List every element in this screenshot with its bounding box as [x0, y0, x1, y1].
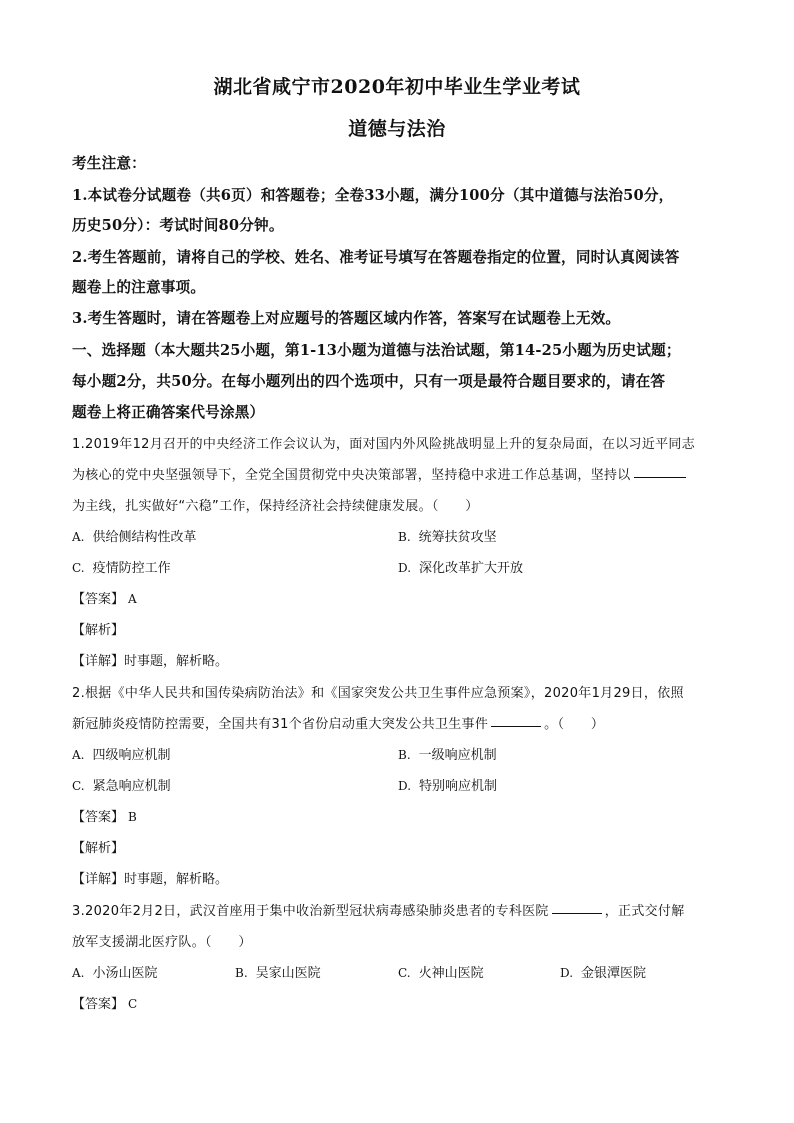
notice-item-2: 2.考生答题前，请将自己的学校、姓名、准考证号填写在答题卷指定的位置，同时认真阅读答: [72, 249, 680, 266]
answer-value: A: [128, 592, 137, 606]
question-3-text-part: 3.2020年2月2日，武汉首座用于集中收治新型冠状病毒感染肺炎患者的专科医院: [72, 904, 549, 919]
notice-item-3: 3.考生答题时，请在答题卷上对应题号的答题区域内作答，答案写在试题卷上无效。: [72, 310, 621, 327]
question-3-option-b: [235, 962, 321, 981]
question-2-text-cont: [72, 713, 604, 732]
option-text: 供给侧结构性改革: [92, 530, 197, 545]
option-letter: A.: [72, 530, 85, 544]
option-letter: C.: [72, 561, 85, 575]
answer-blank: [634, 476, 686, 478]
option-letter: B.: [235, 966, 248, 980]
notice-item-1: 1.本试卷分试题卷（共6页）和答题卷；全卷33小题，满分100分（其中道德与法治50分，: [72, 187, 674, 204]
question-2-option-c: [72, 775, 171, 794]
option-text: 小汤山医院: [92, 966, 158, 981]
question-3-option-a: [72, 962, 158, 981]
question-1-analysis: 【解析】: [72, 623, 125, 638]
question-2-text-part: 新冠肺炎疫情防控需要，全国共有31个省份启动重大突发公共卫生事件: [72, 717, 489, 732]
option-letter: C.: [72, 779, 85, 793]
question-2-option-b: [398, 744, 497, 763]
option-letter: B.: [398, 748, 411, 762]
answer-value: C: [128, 997, 138, 1011]
option-text: 紧急响应机制: [92, 779, 171, 794]
question-2-option-a: [72, 744, 171, 763]
question-2-analysis: 【解析】: [72, 841, 125, 856]
question-2-detail: 【详解】时事题，解析略。: [72, 872, 229, 887]
option-letter: D.: [398, 561, 412, 575]
answer-label: 【答案】: [72, 997, 125, 1012]
option-text: 统筹扶贫攻坚: [418, 530, 497, 545]
question-3-text-part: ，正式交付解: [604, 904, 685, 919]
question-3-option-c: [398, 962, 484, 981]
option-text: 深化改革扩大开放: [419, 561, 524, 576]
question-1-text-cont: [72, 464, 689, 483]
question-2-text-part: 。（ ）: [544, 717, 605, 732]
notice-item-1-cont: 历史50分）：考试时间80分钟。: [72, 217, 284, 234]
question-1-option-c: [72, 557, 171, 576]
section-heading-cont: 每小题2分，共50分。在每小题列出的四个选项中，只有一项是最符合题目要求的，请在答: [72, 373, 666, 390]
exam-title: 湖北省咸宁市2020年初中毕业生学业考试: [213, 76, 581, 98]
option-letter: C.: [398, 966, 411, 980]
section-heading-cont: 题卷上将正确答案代号涂黑）: [72, 404, 265, 421]
answer-label: 【答案】: [72, 810, 125, 825]
option-text: 吴家山医院: [255, 966, 321, 981]
question-1-option-b: [398, 526, 497, 545]
question-1-text-part: 为核心的党中央坚强领导下，全党全国贯彻党中央决策部署，坚持稳中求进工作总基调，坚持以: [72, 468, 631, 483]
subject-title: 道德与法治: [348, 118, 446, 140]
question-1-answer: [72, 588, 137, 607]
question-3-text: [72, 900, 685, 919]
question-1-text-cont: 为主线，扎实做好“六稳”工作，保持经济社会持续健康发展。（ ）: [72, 499, 479, 514]
option-letter: A.: [72, 748, 85, 762]
section-heading: 一、选择题（本大题共25小题，第1-13小题为道德与法治试题，第14-25小题为历史试题；: [72, 342, 681, 359]
question-1-option-a: [72, 526, 197, 545]
notice-item-2-cont: 题卷上的注意事项。: [72, 279, 206, 296]
option-letter: A.: [72, 966, 85, 980]
option-letter: B.: [398, 530, 411, 544]
option-letter: D.: [398, 779, 412, 793]
answer-label: 【答案】: [72, 592, 125, 607]
question-1-text: 1.2019年12月召开的中央经济工作会议认为，面对国内外风险挑战明显上升的复杂局面，在以习近平同志: [72, 437, 696, 452]
question-3-answer: [72, 993, 137, 1012]
notice-heading: 考生注意：: [72, 155, 146, 172]
answer-blank: [552, 912, 602, 914]
answer-blank: [491, 725, 541, 727]
question-2-option-d: [398, 775, 497, 794]
option-letter: D.: [560, 966, 574, 980]
question-1-option-d: [398, 557, 523, 576]
question-2-text: 2.根据《中华人民共和国传染病防治法》和《国家突发公共卫生事件应急预案》，2020年1月29日，依照: [72, 686, 684, 701]
option-text: 特别响应机制: [419, 779, 498, 794]
answer-value: B: [128, 810, 137, 824]
option-text: 火神山医院: [418, 966, 484, 981]
question-1-detail: 【详解】时事题，解析略。: [72, 654, 229, 669]
option-text: 疫情防控工作: [92, 561, 171, 576]
option-text: 金银潭医院: [581, 966, 647, 981]
option-text: 四级响应机制: [92, 748, 171, 763]
question-2-answer: [72, 806, 137, 825]
option-text: 一级响应机制: [418, 748, 497, 763]
question-3-option-d: [560, 962, 646, 981]
question-3-text-cont: 放军支援湖北医疗队。（ ）: [72, 935, 252, 950]
